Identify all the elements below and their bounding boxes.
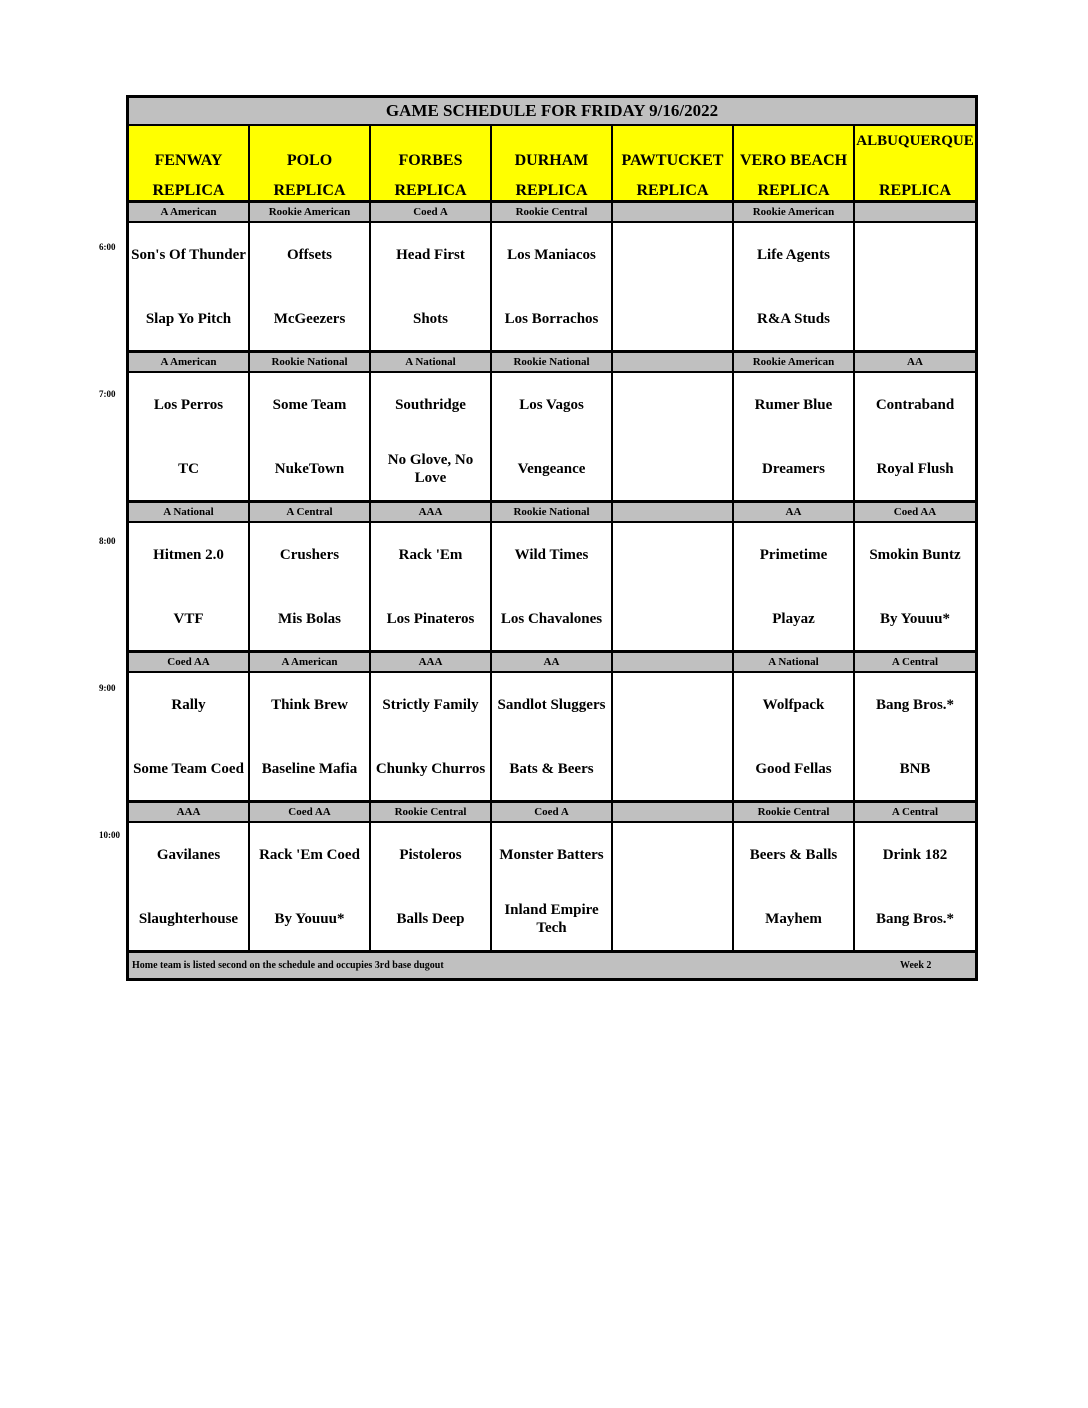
away-team: Gavilanes — [156, 847, 221, 863]
game-cell — [855, 673, 975, 800]
away-team: Primetime — [759, 547, 828, 563]
division-label: Coed AA — [250, 803, 371, 821]
division-label: Rookie American — [734, 203, 855, 221]
division-label: AA — [492, 653, 613, 671]
game-cell — [371, 823, 492, 950]
division-label — [613, 353, 734, 371]
away-team: Southridge — [395, 397, 466, 413]
game-cell — [250, 523, 371, 650]
games-row — [129, 823, 975, 953]
division-label: A American — [250, 653, 371, 671]
game-cell — [734, 373, 855, 500]
away-team: Life Agents — [757, 247, 830, 263]
game-cell — [734, 823, 855, 950]
away-team: Wolfpack — [762, 697, 825, 713]
home-team: Los Pinateros — [386, 611, 475, 627]
time-label: 7:00 — [99, 389, 116, 399]
division-label: Coed AA — [893, 506, 937, 518]
time-slots — [129, 203, 975, 953]
division-label: Rookie National — [250, 353, 371, 371]
division-label: AAA — [129, 803, 250, 821]
division-label: Rookie National — [492, 503, 613, 521]
game-cell — [129, 523, 250, 650]
game-cell — [734, 223, 855, 350]
field-header — [129, 126, 250, 200]
home-team: Good Fellas — [755, 761, 832, 777]
game-cell — [371, 373, 492, 500]
home-team: TC — [178, 461, 199, 477]
games-row — [129, 373, 975, 503]
game-cell — [855, 523, 975, 650]
games-row — [129, 523, 975, 653]
away-team: Rumer Blue — [754, 397, 833, 413]
division-label: AA — [734, 503, 855, 521]
division-label: A National — [734, 653, 855, 671]
home-team: McGeezers — [273, 311, 346, 327]
home-team: Slaughterhouse — [138, 911, 239, 927]
division-label — [613, 803, 734, 821]
division-label: A American — [129, 353, 250, 371]
division-label: Rookie American — [734, 353, 855, 371]
division-label: A Central — [250, 503, 371, 521]
field-subtitle: REPLICA — [394, 182, 467, 199]
division-label — [613, 203, 734, 221]
away-team: Drink 182 — [882, 847, 948, 863]
home-team: NukeTown — [274, 461, 345, 477]
schedule-sheet — [126, 95, 978, 981]
away-team: Sandlot Sluggers — [497, 697, 606, 713]
division-label: Coed AA — [129, 653, 250, 671]
division-label: Rookie American — [250, 203, 371, 221]
home-team: Royal Flush — [876, 461, 954, 477]
home-team: Mayhem — [765, 911, 822, 927]
week-label: Week 2 — [900, 960, 932, 971]
game-cell — [613, 373, 734, 500]
field-header — [250, 126, 371, 200]
field-name: PAWTUCKET — [621, 152, 724, 169]
game-cell — [613, 223, 734, 350]
game-cell — [492, 523, 613, 650]
field-name: POLO — [286, 152, 333, 169]
field-header — [613, 126, 734, 200]
away-team: Los Maniacos — [507, 247, 596, 263]
field-subtitle: REPLICA — [515, 182, 588, 199]
home-team: Mis Bolas — [278, 611, 341, 627]
away-team: Think Brew — [271, 697, 348, 713]
time-label: 10:00 — [99, 830, 120, 840]
time-label: 9:00 — [99, 683, 116, 693]
home-team: Los Chavalones — [500, 611, 603, 627]
game-cell — [734, 673, 855, 800]
field-name: ALBUQUERQUE — [856, 133, 974, 149]
home-team: Balls Deep — [396, 911, 465, 927]
field-subtitle: REPLICA — [636, 182, 709, 199]
field-subtitle: REPLICA — [152, 182, 225, 199]
field-name: DURHAM — [514, 152, 589, 169]
game-cell — [129, 673, 250, 800]
game-cell — [371, 673, 492, 800]
game-cell — [492, 373, 613, 500]
away-team: Strictly Family — [382, 697, 479, 713]
game-cell — [250, 823, 371, 950]
schedule-title: GAME SCHEDULE FOR FRIDAY 9/16/2022 — [129, 98, 975, 126]
away-team: Head First — [396, 247, 465, 263]
field-header-row — [129, 126, 975, 203]
game-cell — [371, 523, 492, 650]
game-cell — [734, 523, 855, 650]
division-label — [855, 203, 975, 221]
home-team: Some Team Coed — [133, 761, 244, 777]
away-team: Some Team — [272, 397, 347, 413]
away-team: Rack 'Em — [398, 547, 463, 563]
division-label: AA — [907, 356, 923, 368]
game-cell — [855, 223, 975, 350]
footer-note: Home team is listed second on the schedule and occupies 3rd base dugout — [132, 960, 444, 971]
home-team: Inland Empire Tech — [504, 902, 599, 936]
game-cell — [129, 223, 250, 350]
field-subtitle: REPLICA — [273, 182, 346, 199]
game-cell — [492, 673, 613, 800]
field-subtitle: REPLICA — [878, 182, 951, 199]
division-label: AAA — [371, 503, 492, 521]
away-team: Bang Bros.* — [875, 697, 955, 713]
division-label: A National — [129, 503, 250, 521]
field-header — [371, 126, 492, 200]
away-team: Contraband — [875, 397, 955, 413]
away-team: Beers & Balls — [749, 847, 838, 863]
division-row — [129, 803, 975, 823]
division-label: Rookie Central — [371, 803, 492, 821]
home-team: Dreamers — [761, 461, 826, 477]
games-row — [129, 673, 975, 803]
away-team: Crushers — [279, 547, 340, 563]
field-header — [734, 126, 855, 200]
away-team: Monster Batters — [499, 847, 604, 863]
home-team: R&A Studs — [757, 311, 830, 327]
home-team: Chunky Churros — [375, 761, 486, 777]
footer-bar — [129, 953, 975, 978]
division-label: Coed A — [371, 203, 492, 221]
away-team: Wild Times — [514, 547, 589, 563]
away-team: Offsets — [287, 247, 332, 263]
home-team: Shots — [412, 311, 449, 327]
away-team: Son's Of Thunder — [131, 247, 246, 263]
away-team: Los Perros — [153, 397, 224, 413]
game-cell — [371, 223, 492, 350]
division-row — [129, 503, 975, 523]
time-label: 6:00 — [99, 242, 116, 252]
home-team: Vengeance — [517, 461, 586, 477]
away-team: Smokin Buntz — [869, 547, 961, 563]
field-subtitle: REPLICA — [757, 182, 830, 199]
game-cell — [613, 523, 734, 650]
home-team: Los Borrachos — [504, 311, 599, 327]
field-name: FORBES — [398, 152, 463, 169]
game-cell — [492, 823, 613, 950]
game-cell — [250, 373, 371, 500]
game-cell — [492, 223, 613, 350]
games-row — [129, 223, 975, 353]
home-team: Playaz — [772, 611, 815, 627]
home-team: Bats & Beers — [509, 761, 594, 777]
game-cell — [613, 673, 734, 800]
game-cell — [855, 823, 975, 950]
field-name: FENWAY — [154, 152, 223, 169]
division-label: Rookie Central — [734, 803, 855, 821]
division-label — [613, 503, 734, 521]
game-cell — [129, 823, 250, 950]
game-cell — [129, 373, 250, 500]
home-team: By Youuu* — [274, 911, 345, 927]
game-cell — [250, 223, 371, 350]
game-cell — [250, 673, 371, 800]
division-label: A National — [371, 353, 492, 371]
division-row — [129, 653, 975, 673]
home-team: By Youuu* — [880, 611, 950, 627]
division-label: Rookie National — [492, 353, 613, 371]
away-team: Los Vagos — [519, 397, 584, 413]
field-name: VERO BEACH — [739, 152, 848, 169]
game-cell — [855, 373, 975, 500]
home-team: Baseline Mafia — [261, 761, 358, 777]
division-label: A American — [129, 203, 250, 221]
away-team: Hitmen 2.0 — [153, 547, 224, 563]
division-label — [613, 653, 734, 671]
away-team: Rack 'Em Coed — [259, 847, 360, 863]
division-row — [129, 203, 975, 223]
away-team: Pistoleros — [399, 847, 462, 863]
division-label: A Central — [891, 656, 939, 668]
home-team: No Glove, No Love — [387, 452, 474, 486]
home-team: Slap Yo Pitch — [145, 311, 232, 327]
home-team: BNB — [899, 761, 931, 777]
home-team: Bang Bros.* — [875, 911, 955, 927]
division-label: Rookie Central — [492, 203, 613, 221]
division-row — [129, 353, 975, 373]
division-label: AAA — [371, 653, 492, 671]
game-cell — [613, 823, 734, 950]
home-team: VTF — [173, 611, 204, 627]
field-header — [492, 126, 613, 200]
division-label: A Central — [891, 806, 939, 818]
away-team: Rally — [171, 697, 206, 713]
field-header — [855, 126, 975, 200]
division-label: Coed A — [492, 803, 613, 821]
time-label: 8:00 — [99, 536, 116, 546]
